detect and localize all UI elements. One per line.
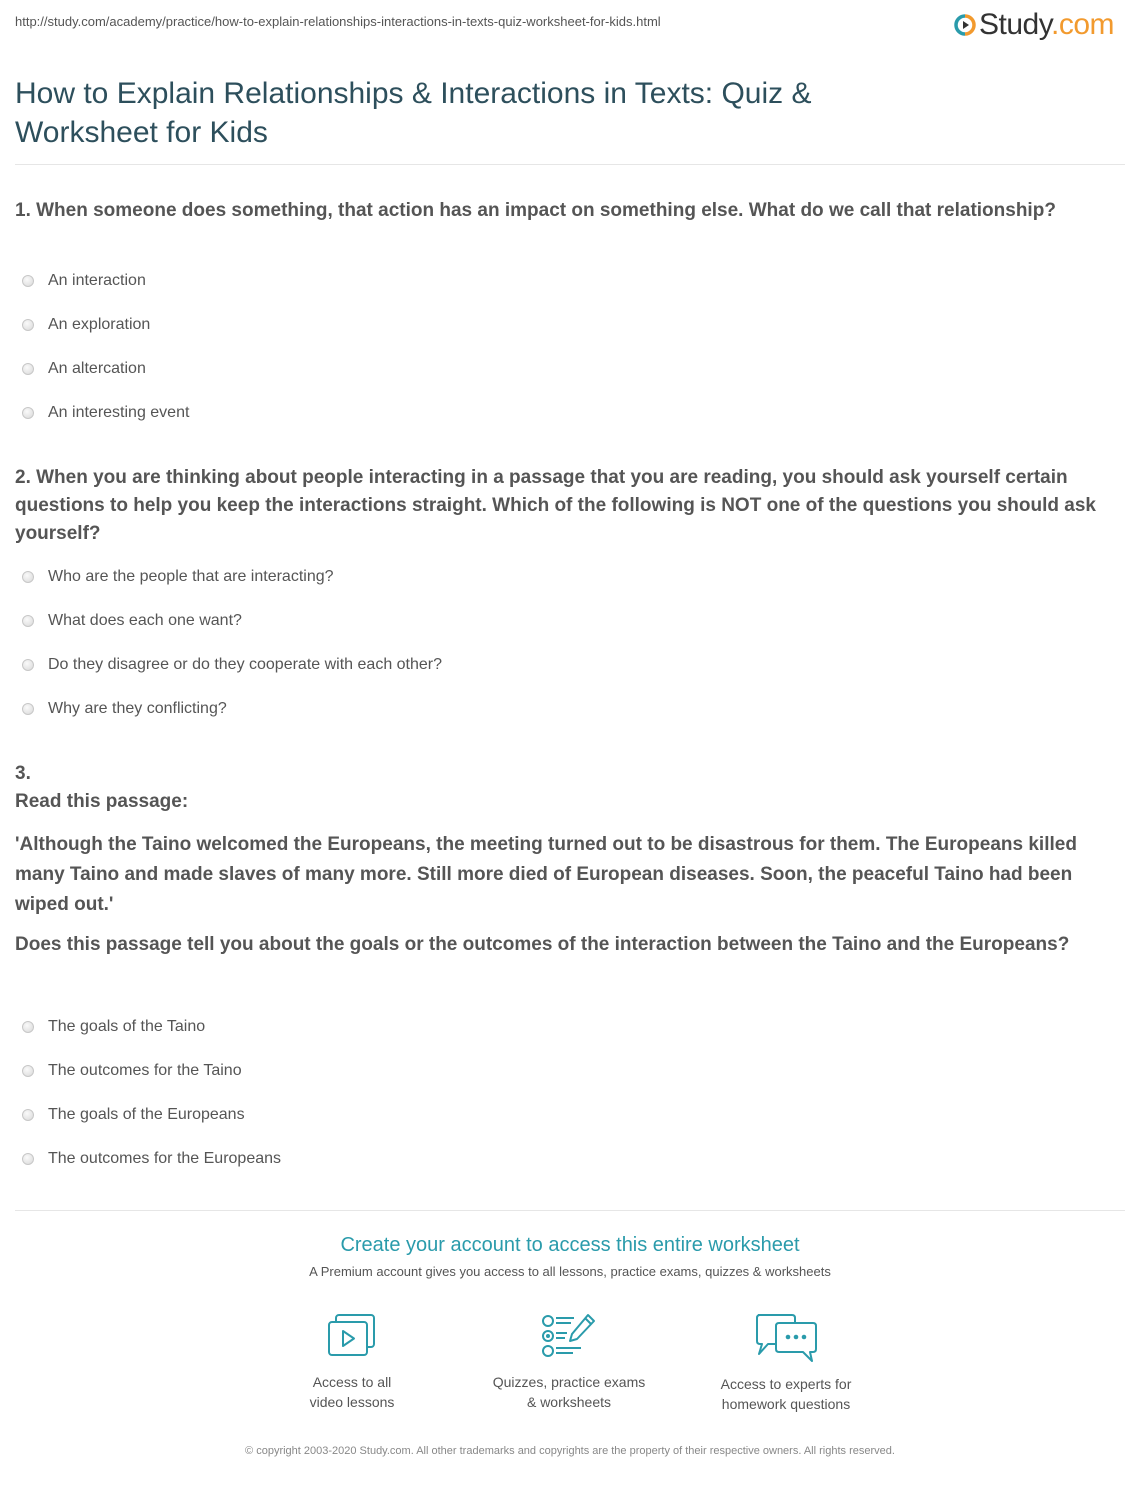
video-lessons-icon [326, 1312, 378, 1360]
question-2-option[interactable] [22, 700, 227, 718]
option-label: Do they disagree or do they cooperate with each other? [48, 656, 443, 673]
feature-line-2: video lessons [309, 1394, 395, 1410]
title-divider [15, 164, 1125, 165]
copyright-footer: © copyright 2003-2020 Study.com. All other trademarks and copyrights are the property of their respective owners. All rights reserved. [245, 1445, 895, 1457]
option-label: An exploration [48, 316, 151, 333]
feature-line-1: Quizzes, practice exams [492, 1374, 646, 1390]
radio-button[interactable] [22, 1153, 34, 1165]
option-label: The goals of the Europeans [48, 1106, 245, 1123]
option-label: An interaction [48, 272, 146, 289]
option-label: Who are the people that are interacting? [48, 568, 334, 585]
question-1-option[interactable] [22, 272, 146, 290]
question-3-text: Does this passage tell you about the goals or the outcomes of the interaction between the Taino and the Europeans? [15, 934, 1070, 955]
cta-subtitle: A Premium account gives you access to all lessons, practice exams, quizzes & worksheets [309, 1264, 831, 1279]
option-label: The outcomes for the Europeans [48, 1150, 282, 1167]
question-1-option[interactable] [22, 316, 150, 334]
play-circle-icon [954, 14, 976, 36]
radio-button[interactable] [22, 1065, 34, 1077]
chat-bubbles-icon [754, 1312, 818, 1362]
option-label: The outcomes for the Taino [48, 1062, 242, 1079]
feature-line-2: homework questions [721, 1396, 851, 1412]
radio-button[interactable] [22, 1109, 34, 1121]
feature-experts [686, 1312, 886, 1414]
cta-divider [15, 1210, 1125, 1211]
study-logo[interactable] [954, 8, 1114, 42]
page-url: http://study.com/academy/practice/how-to-explain-relationships-interactions-in-texts-quiz-worksheet-for-kids.html [15, 14, 661, 29]
question-2-text: 2. When you are thinking about people interacting in a passage that you are reading, you should ask yourself certain questions to help you keep the interactions straight. Which of the following is NOT one of the questions you should ask yourself? [15, 467, 1096, 544]
question-3-option[interactable] [22, 1150, 281, 1168]
radio-button[interactable] [22, 319, 34, 331]
logo-text: Study [978, 8, 1051, 41]
option-label: An altercation [48, 360, 146, 377]
question-3-passage: 'Although the Taino welcomed the Europeans, the meeting turned out to be disastrous for them. The Europeans killed many Taino and made slaves of many more. Still more died of European diseases. Soon, the peaceful Taino had been wiped out.' [15, 834, 1077, 915]
radio-button[interactable] [22, 571, 34, 583]
question-3-intro: Read this passage: [15, 791, 189, 812]
feature-line-1: Access to all [312, 1374, 392, 1390]
feature-quizzes [469, 1312, 669, 1412]
option-label: Why are they conflicting? [48, 700, 227, 717]
feature-line-2: & worksheets [526, 1394, 612, 1410]
feature-video-lessons [252, 1312, 452, 1412]
radio-button[interactable] [22, 407, 34, 419]
question-1-option[interactable] [22, 404, 189, 422]
question-1-text: 1. When someone does something, that action has an impact on something else. What do we call that relationship? [15, 200, 1056, 221]
cta-title[interactable]: Create your account to access this entire worksheet [340, 1234, 800, 1256]
quiz-checklist-icon [541, 1312, 597, 1360]
question-3-option[interactable] [22, 1106, 245, 1124]
radio-button[interactable] [22, 1021, 34, 1033]
question-2-option[interactable] [22, 612, 242, 630]
radio-button[interactable] [22, 659, 34, 671]
question-3-option[interactable] [22, 1018, 205, 1036]
question-1-option[interactable] [22, 360, 146, 378]
option-label: What does each one want? [48, 612, 242, 629]
option-label: The goals of the Taino [48, 1018, 206, 1035]
radio-button[interactable] [22, 363, 34, 375]
logo-suffix: .com [1050, 8, 1114, 41]
radio-button[interactable] [22, 703, 34, 715]
page-title: How to Explain Relationships & Interactions in Texts: Quiz & Worksheet for Kids [15, 77, 812, 149]
radio-button[interactable] [22, 615, 34, 627]
feature-line-1: Access to experts for [720, 1376, 852, 1392]
question-2-option[interactable] [22, 568, 334, 586]
option-label: An interesting event [48, 404, 190, 421]
question-2-option[interactable] [22, 656, 442, 674]
question-3-number: 3. [15, 763, 31, 784]
question-3-option[interactable] [22, 1062, 242, 1080]
radio-button[interactable] [22, 275, 34, 287]
